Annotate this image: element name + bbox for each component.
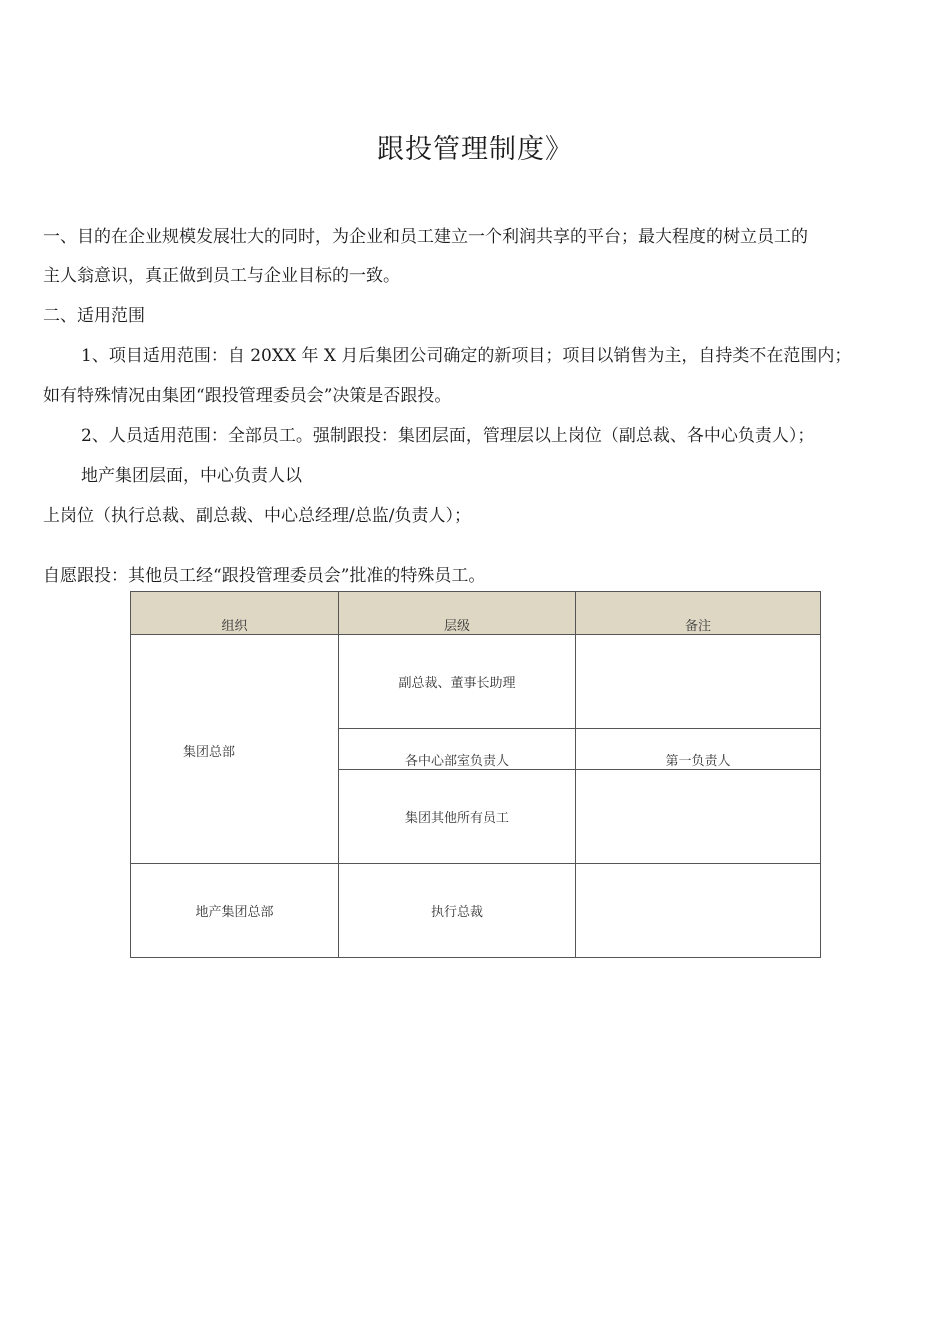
document-title: 跟投管理制度》 xyxy=(377,134,573,165)
org-cell-group-hq: 集团总部 xyxy=(131,635,339,864)
note-cell: 第一负责人 xyxy=(576,729,821,770)
staff-scope-line-1: 2、人员适用范围：全部员工。强制跟投：集团层面，管理层以上岗位（副总裁、各中心负责人）； xyxy=(81,426,815,446)
table-row xyxy=(131,864,821,958)
project-scope-line-2: 如有特殊情况由集团“跟投管理委员会”决策是否跟投。 xyxy=(43,386,452,406)
purpose-paragraph-line-1: 一、目的在企业规模发展壮大的同时，为企业和员工建立一个利润共享的平台；最大程度的树立员工的 xyxy=(43,227,808,247)
note-cell xyxy=(576,635,821,729)
level-cell: 执行总裁 xyxy=(339,864,576,958)
project-scope-line-1: 1、项目适用范围：自 20XX 年 X 月后集团公司确定的新项目；项目以销售为主，自持类不在范围内； xyxy=(81,346,852,366)
participation-table xyxy=(130,591,821,958)
note-cell xyxy=(576,864,821,958)
purpose-paragraph-line-2: 主人翁意识，真正做到员工与企业目标的一致。 xyxy=(43,266,400,286)
level-cell: 各中心部室负责人 xyxy=(339,729,576,770)
note-cell xyxy=(576,770,821,864)
header-org: 组织 xyxy=(131,592,339,635)
level-cell: 副总裁、董事长助理 xyxy=(339,635,576,729)
staff-scope-line-2: 地产集团层面，中心负责人以 xyxy=(81,466,302,486)
header-level: 层级 xyxy=(339,592,576,635)
org-cell-realestate-hq: 地产集团总部 xyxy=(131,864,339,958)
scope-heading: 二、适用范围 xyxy=(43,306,145,326)
voluntary-paragraph: 自愿跟投：其他员工经“跟投管理委员会”批准的特殊员工。 xyxy=(43,566,486,586)
level-cell: 集团其他所有员工 xyxy=(339,770,576,864)
table-header-row xyxy=(131,592,821,635)
header-note: 备注 xyxy=(576,592,821,635)
staff-scope-line-3: 上岗位（执行总裁、副总裁、中心总经理/总监/负责人）； xyxy=(43,506,471,526)
table-row xyxy=(131,635,821,729)
